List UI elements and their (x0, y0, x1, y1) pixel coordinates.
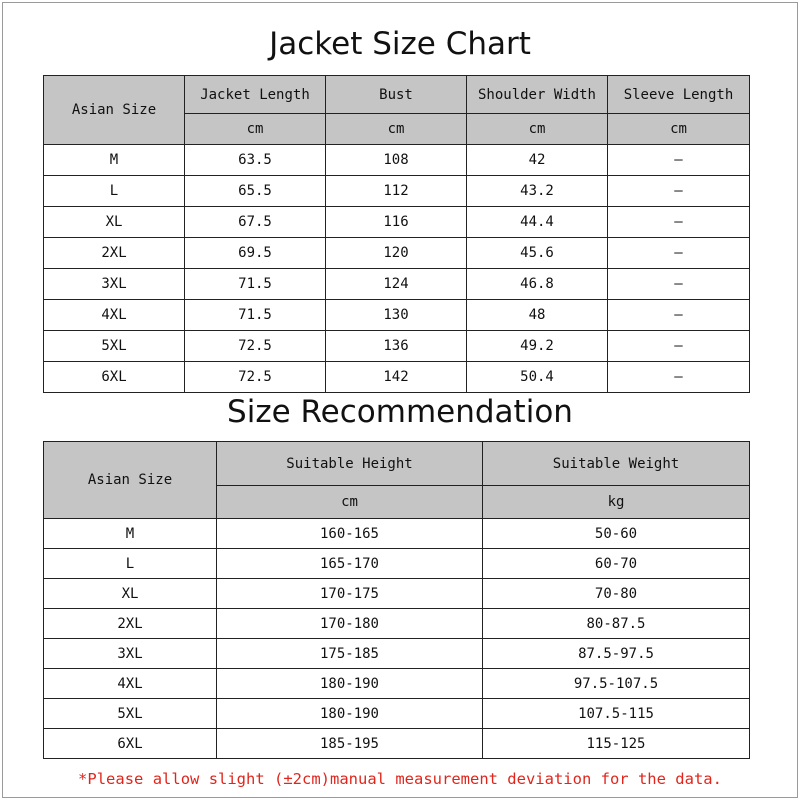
unit-header: cm (217, 486, 483, 519)
value-cell: 87.5-97.5 (483, 639, 750, 669)
value-cell: 50.4 (467, 362, 608, 393)
unit-header: cm (467, 114, 608, 145)
size-cell: 5XL (44, 331, 185, 362)
value-cell: 107.5-115 (483, 699, 750, 729)
size-cell: M (44, 519, 217, 549)
table-row (44, 207, 750, 238)
value-cell: 50-60 (483, 519, 750, 549)
size-cell: 3XL (44, 639, 217, 669)
value-cell: – (608, 362, 750, 393)
value-cell: 72.5 (185, 331, 326, 362)
value-cell: 63.5 (185, 145, 326, 176)
table-row (44, 331, 750, 362)
table-row (44, 579, 750, 609)
column-header: Shoulder Width (467, 76, 608, 114)
value-cell: 160-165 (217, 519, 483, 549)
value-cell: 175-185 (217, 639, 483, 669)
value-cell: – (608, 300, 750, 331)
value-cell: 120 (326, 238, 467, 269)
table-row (44, 176, 750, 207)
size-recommendation-table (43, 441, 750, 759)
value-cell: 67.5 (185, 207, 326, 238)
value-cell: – (608, 207, 750, 238)
table-row (44, 729, 750, 759)
column-header: Sleeve Length (608, 76, 750, 114)
value-cell: 60-70 (483, 549, 750, 579)
value-cell: 180-190 (217, 699, 483, 729)
value-cell: 80-87.5 (483, 609, 750, 639)
value-cell: 170-180 (217, 609, 483, 639)
size-cell: L (44, 176, 185, 207)
table-row (44, 699, 750, 729)
size-cell: XL (44, 207, 185, 238)
value-cell: 136 (326, 331, 467, 362)
unit-header: cm (608, 114, 750, 145)
value-cell: – (608, 238, 750, 269)
value-cell: 43.2 (467, 176, 608, 207)
value-cell: 185-195 (217, 729, 483, 759)
size-cell: L (44, 549, 217, 579)
value-cell: 124 (326, 269, 467, 300)
value-cell: 71.5 (185, 269, 326, 300)
jacket-size-chart-title: Jacket Size Chart (269, 26, 531, 62)
table-row (44, 519, 750, 549)
table-row (44, 362, 750, 393)
table-row (44, 300, 750, 331)
value-cell: 46.8 (467, 269, 608, 300)
value-cell: 170-175 (217, 579, 483, 609)
size-recommendation-title: Size Recommendation (227, 394, 573, 430)
value-cell: 69.5 (185, 238, 326, 269)
size-cell: 5XL (44, 699, 217, 729)
unit-header: cm (185, 114, 326, 145)
table-row (44, 609, 750, 639)
size-header: Asian Size (44, 442, 217, 519)
value-cell: 72.5 (185, 362, 326, 393)
size-cell: 6XL (44, 729, 217, 759)
table-row (44, 549, 750, 579)
column-header: Jacket Length (185, 76, 326, 114)
value-cell: 44.4 (467, 207, 608, 238)
measurement-deviation-note: *Please allow slight (±2cm)manual measurement deviation for the data. (78, 770, 722, 788)
table-row (44, 669, 750, 699)
value-cell: 115-125 (483, 729, 750, 759)
value-cell: 97.5-107.5 (483, 669, 750, 699)
size-cell: M (44, 145, 185, 176)
value-cell: 165-170 (217, 549, 483, 579)
unit-header: cm (326, 114, 467, 145)
table-row (44, 269, 750, 300)
value-cell: 49.2 (467, 331, 608, 362)
jacket-size-table (43, 75, 750, 393)
value-cell: 108 (326, 145, 467, 176)
value-cell: 71.5 (185, 300, 326, 331)
table-row (44, 145, 750, 176)
table-row (44, 639, 750, 669)
size-cell: 2XL (44, 609, 217, 639)
column-header: Bust (326, 76, 467, 114)
value-cell: 180-190 (217, 669, 483, 699)
table-row (44, 238, 750, 269)
column-header: Suitable Height (217, 442, 483, 486)
size-cell: 3XL (44, 269, 185, 300)
value-cell: 42 (467, 145, 608, 176)
value-cell: 70-80 (483, 579, 750, 609)
value-cell: 65.5 (185, 176, 326, 207)
value-cell: 142 (326, 362, 467, 393)
unit-header: kg (483, 486, 750, 519)
size-header: Asian Size (44, 76, 185, 145)
value-cell: – (608, 269, 750, 300)
size-cell: 4XL (44, 300, 185, 331)
value-cell: – (608, 176, 750, 207)
column-header: Suitable Weight (483, 442, 750, 486)
size-cell: 4XL (44, 669, 217, 699)
size-cell: XL (44, 579, 217, 609)
value-cell: – (608, 331, 750, 362)
value-cell: 48 (467, 300, 608, 331)
value-cell: 45.6 (467, 238, 608, 269)
size-cell: 2XL (44, 238, 185, 269)
size-cell: 6XL (44, 362, 185, 393)
value-cell: – (608, 145, 750, 176)
value-cell: 116 (326, 207, 467, 238)
value-cell: 112 (326, 176, 467, 207)
value-cell: 130 (326, 300, 467, 331)
